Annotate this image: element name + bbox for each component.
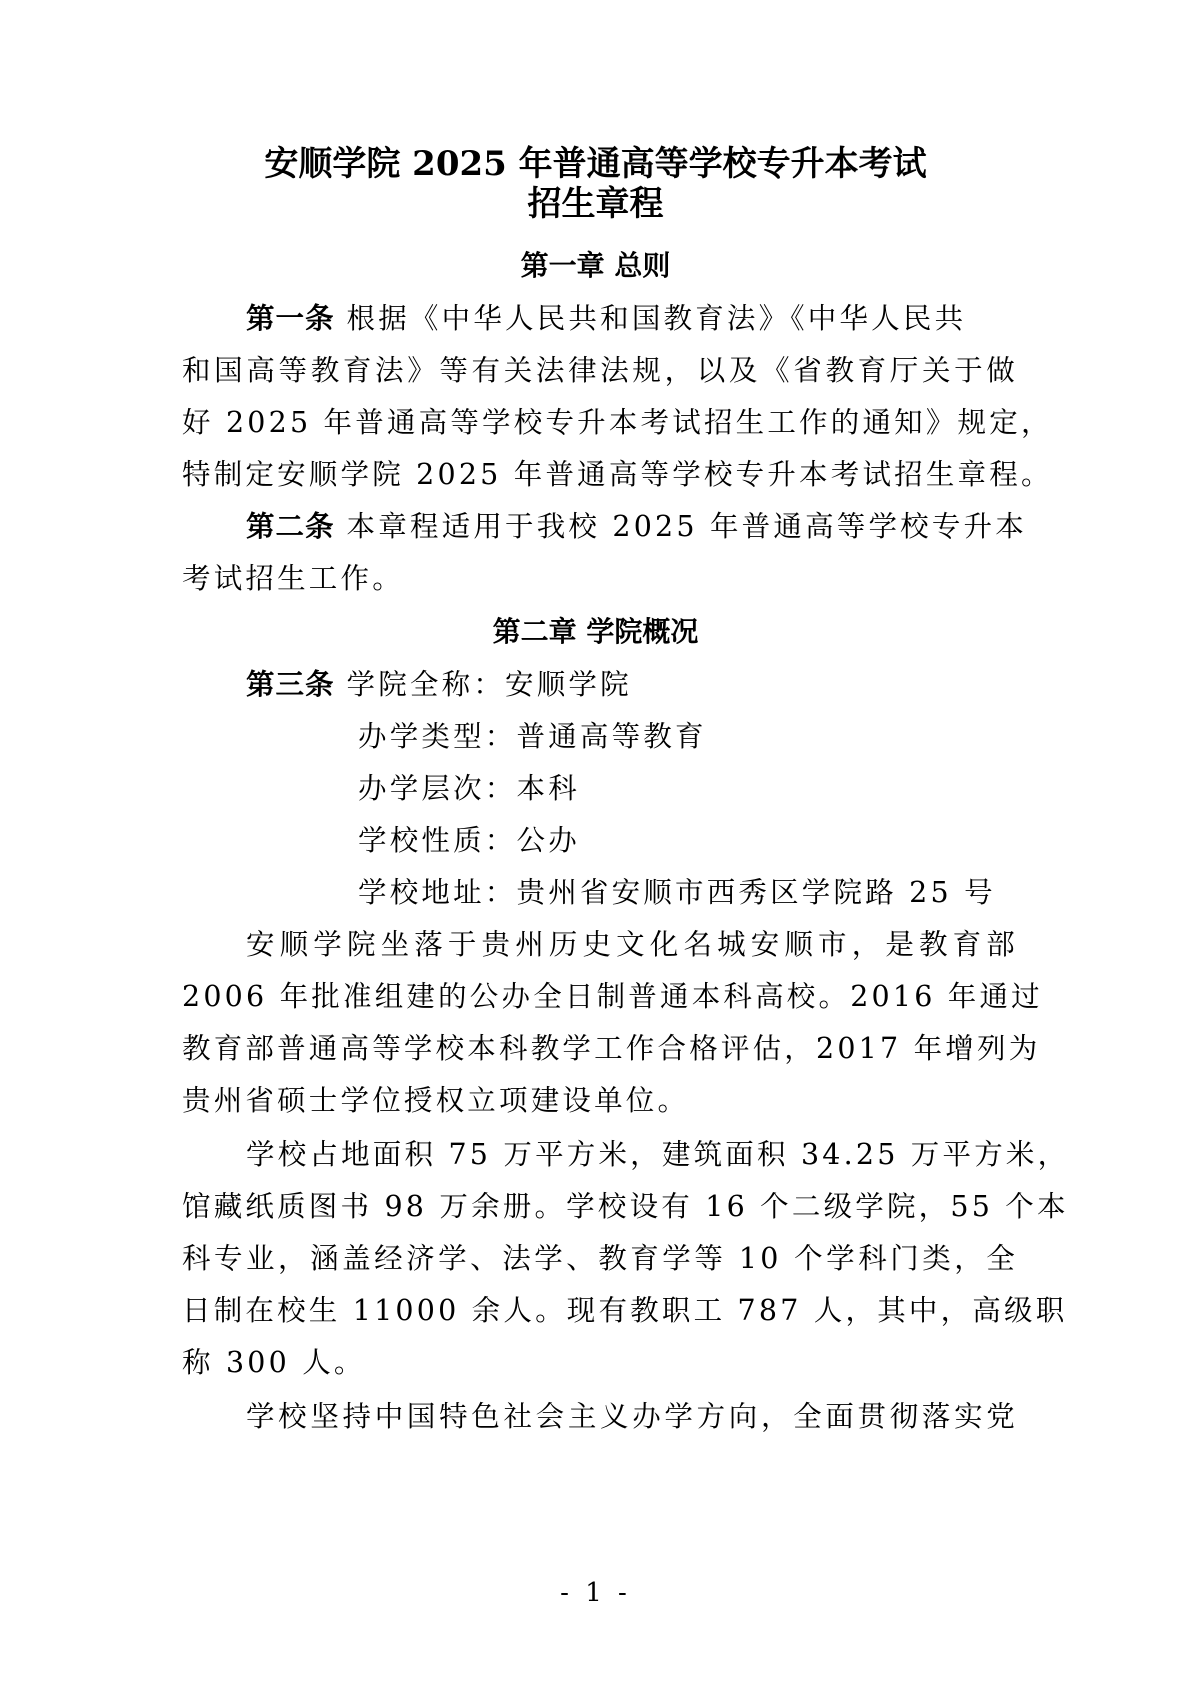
field-school-address: 学校地址：贵州省安顺市西秀区学院路 25 号 [358,876,996,909]
article-1-line-4: 特制定安顺学院 2025 年普通高等学校专升本考试招生章程。 [182,458,1053,491]
article-2-line-1 [182,504,1027,545]
para-2-line-4: 日制在校生 11000 余人。现有教职工 787 人，其中，高级职 [182,1294,1068,1327]
page-number: - 1 - [560,1578,631,1608]
para-2-line-2: 馆藏纸质图书 98 万余册。学校设有 16 个二级学院，55 个本 [182,1190,1069,1223]
field-school-nature: 学校性质：公办 [358,824,580,857]
article-2-text: 本章程适用于我校 2025 年普通高等学校专升本 [346,510,1027,543]
para-2-line-5: 称 300 人。 [182,1346,366,1379]
para-2-line-3: 科专业，涵盖经济学、法学、教育学等 10 个学科门类，全 [182,1242,1018,1275]
chapter-1-heading: 第一章 总则 [520,249,671,282]
field-school-level: 办学层次：本科 [358,772,580,805]
article-1-text: 根据《中华人民共和国教育法》《中华人民共 [346,302,967,335]
para-1-line-4: 贵州省硕士学位授权立项建设单位。 [182,1084,690,1117]
article-1-label: 第一条 [246,302,335,335]
document-title-line-2: 招生章程 [527,184,664,224]
para-1-line-3: 教育部普通高等学校本科教学工作合格评估，2017 年增列为 [182,1032,1041,1065]
field-school-type: 办学类型：普通高等教育 [358,720,707,753]
article-1-line-2: 和国高等教育法》等有关法律法规，以及《省教育厅关于做 [182,354,1018,387]
field-full-name: 学院全称：安顺学院 [346,668,632,701]
article-3-line-1 [182,662,1018,703]
article-2-line-2: 考试招生工作。 [182,562,404,595]
chapter-2-heading: 第二章 学院概况 [492,615,699,648]
article-1-line-1 [182,296,1018,337]
para-2-line-1: 学校占地面积 75 万平方米，建筑面积 34.25 万平方米， [246,1138,1070,1171]
article-1-line-3: 好 2025 年普通高等学校专升本考试招生工作的通知》规定， [182,406,1053,439]
para-1-line-2: 2006 年批准组建的公办全日制普通本科高校。2016 年通过 [182,980,1043,1013]
para-3-line-1: 学校坚持中国特色社会主义办学方向，全面贯彻落实党 [246,1400,1018,1433]
article-3-label: 第三条 [246,668,335,701]
article-2-label: 第二条 [246,510,335,543]
document-title-line-1: 安顺学院 2025 年普通高等学校专升本考试 [264,144,927,184]
para-1-line-1: 安顺学院坐落于贵州历史文化名城安顺市，是教育部 [246,928,1018,961]
